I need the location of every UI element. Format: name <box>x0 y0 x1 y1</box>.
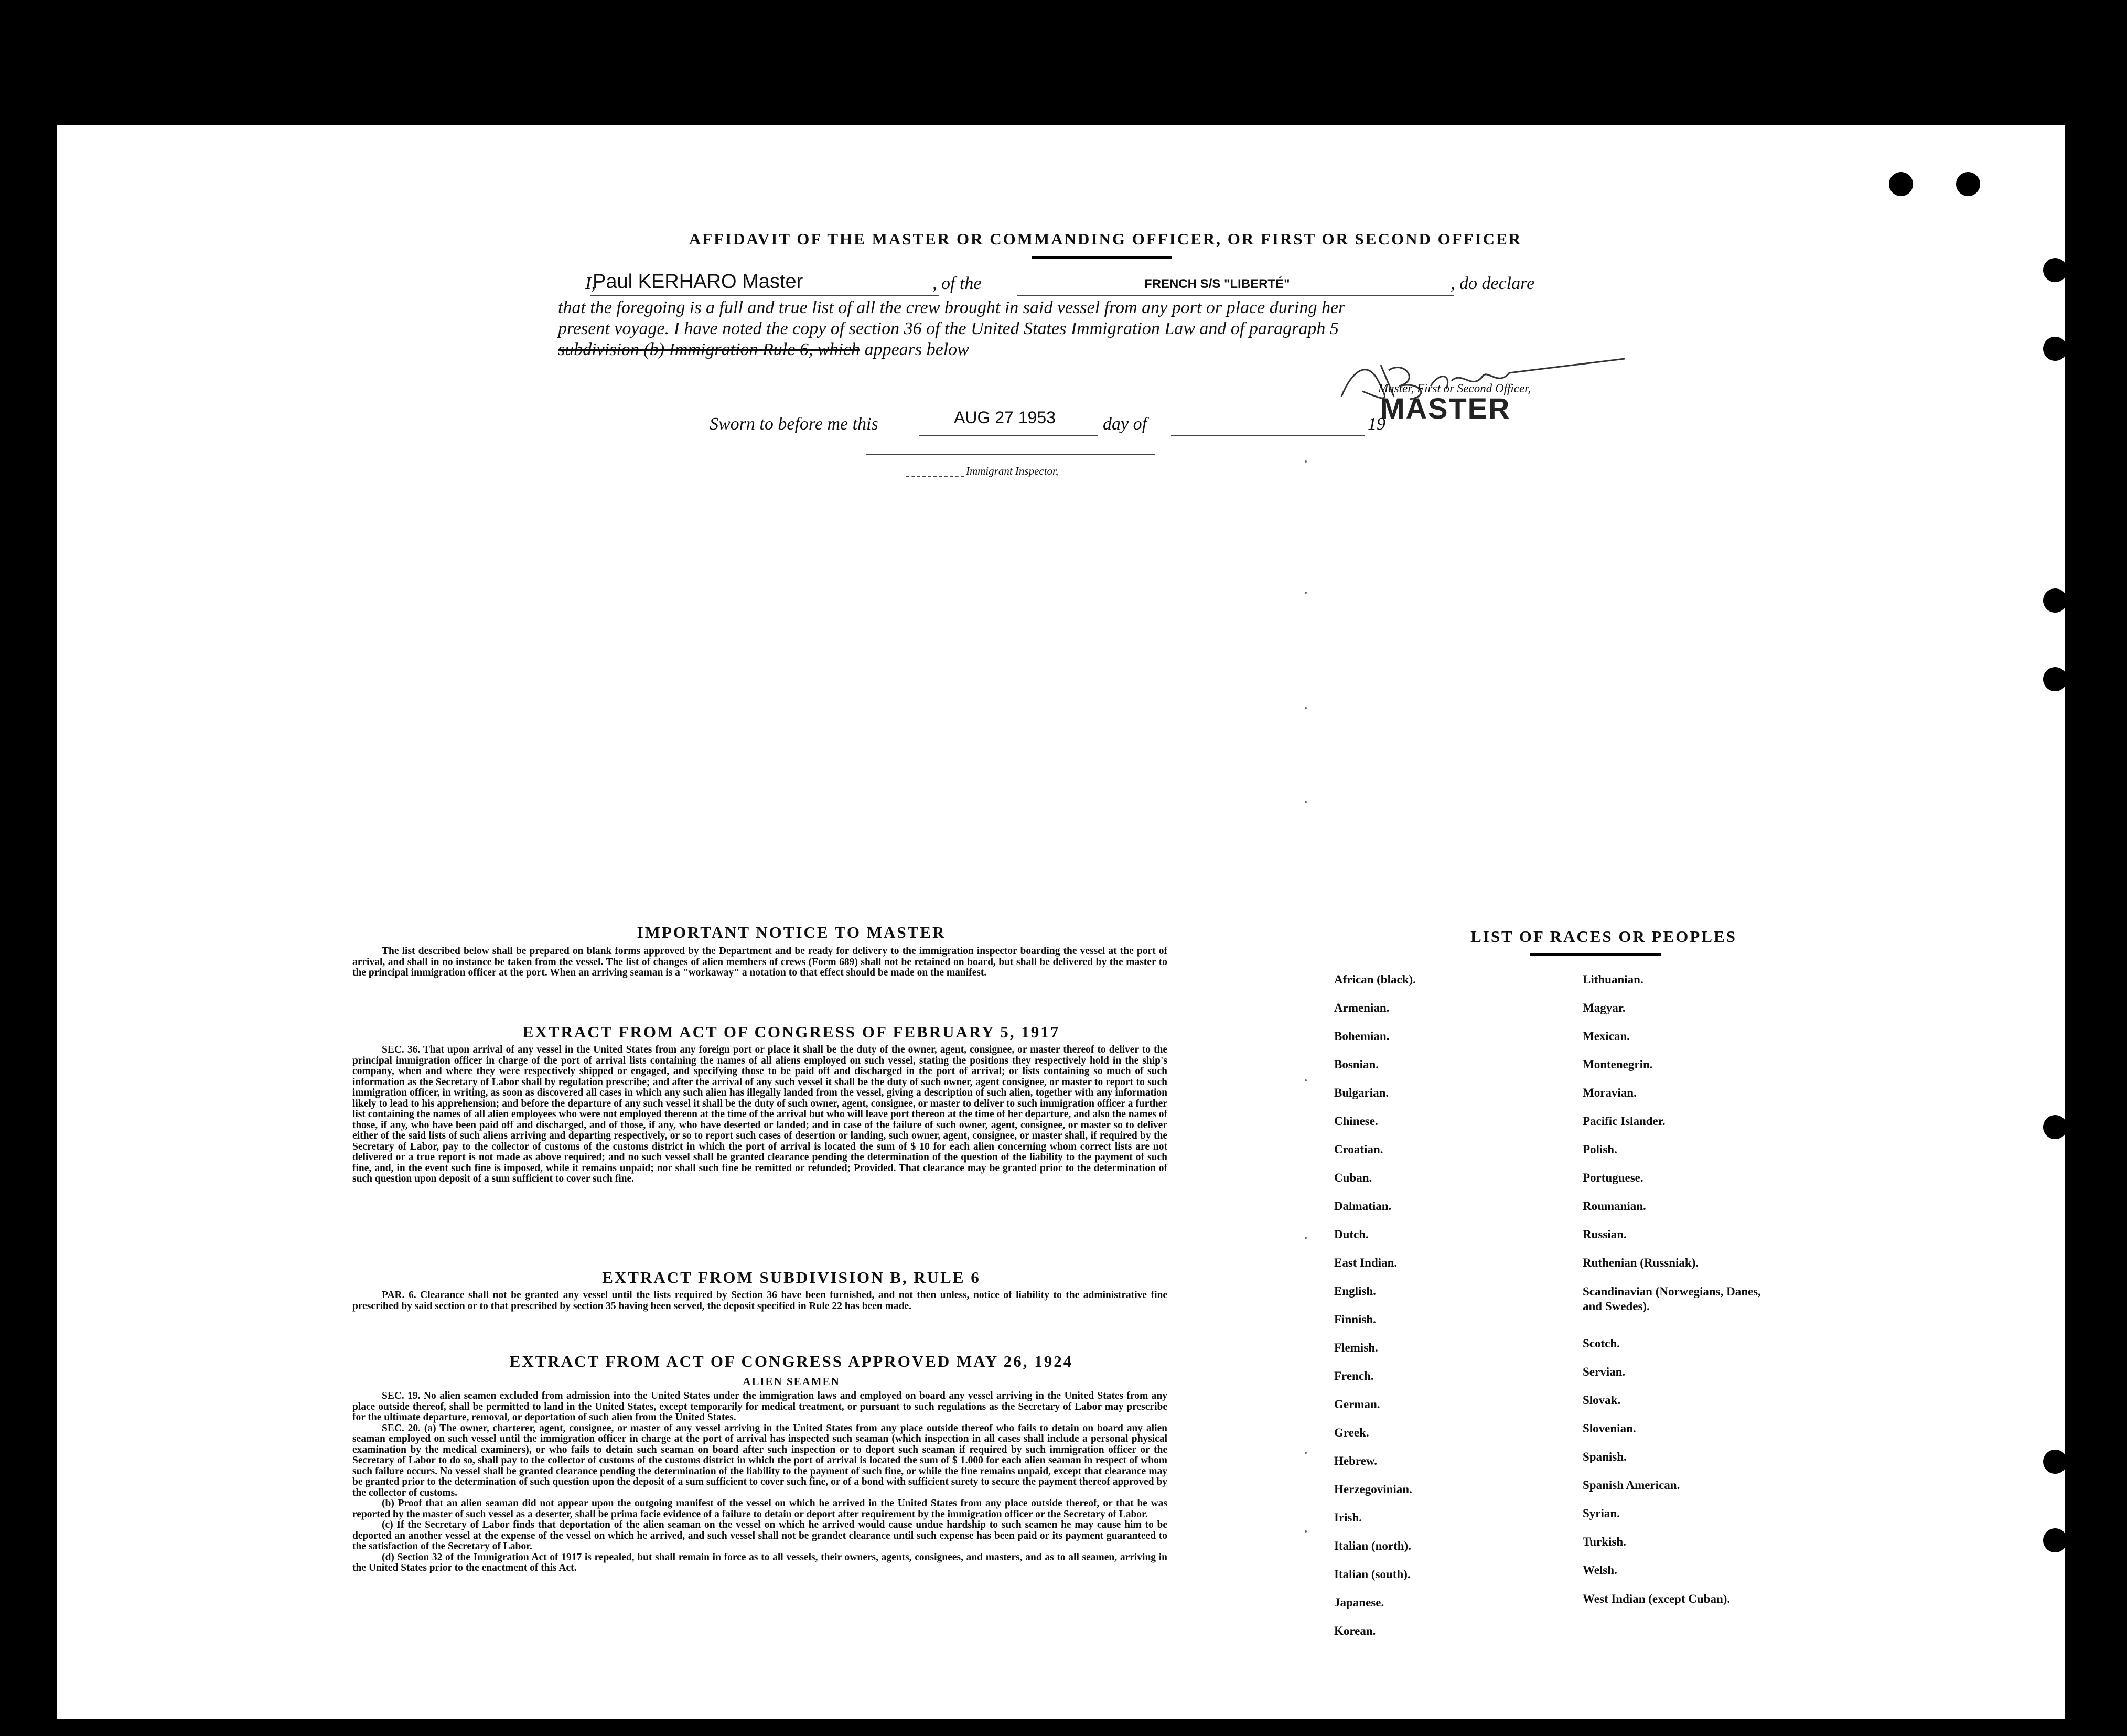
race-item: English. <box>1334 1284 1376 1298</box>
race-item: Moravian. <box>1583 1086 1637 1099</box>
race-item: Italian (north). <box>1334 1539 1411 1552</box>
sworn-date: AUG 27 1953 <box>954 408 1056 427</box>
punch-hole <box>2043 258 2067 282</box>
extract-1924-text: SEC. 19. No alien seamen excluded from admission into the United States under the immigration laws and employed on board any vessel arriving in the United States from any place outside thereof, shall be permitted to land in the United States, except temporarily for medical treatment, or pursuant to such regulations as the Secretary of Labor may prescribe for the ultimate departure, removal, or deportation of such alien from the United States. SEC. 20. (a) The owner, charterer, agent, consignee, or master of any vessel arriving in the United States from any place outside thereof who fails to detain on board any alien seaman employed on such vessel until the immigration officer in charge at the port of arrival has inspected such seaman (which inspection in all cases shall include a personal physical examination by the medical examiners), or who fails to detain such seaman on board after such inspection or to deport such seaman if required by such immigration officer or the Secretary of Labor to do so, shall pay to the collector of customs of the customs district in which the port of arrival is located the sum of $ 1.000 for each alien seaman in respect of whom such failure occurs. No vessel shall be granted clearance pending the determination of the liability to the payment of such fine, or while the fine remains unpaid, except that clearance may be granted prior to the determination of such question upon the deposit of a sum sufficient to cover such fine, or of a bond with sufficient surety to secure the payment thereof approved by the collector of customs. (b) Proof that an alien seaman did not appear upon the outgoing manifest of the vessel on which he arrived in the United States from any place outside thereof, or that he was reported by the master of such vessel as a deserter, shall be prima facie evidence of a failure to detain or deport after requirement by the immigration officer or the Secretary of Labor. (c) If the Secretary of Labor finds that deportation of the alien seaman on the vessel on which he arrived would cause undue hardship to such seamen he may cause him to be deported an another vessel at the expense of the vessel on which he arrived, and such vessel shall not be grandet clearance until such expense has been paid or its payment guaranteed to the satisfaction of the Secretary of Labor. (d) Section 32 of the Immigration Act of 1917 is repealed, but shall remain in force as to all vessels, their owners, agents, consignees, and masters, and as to all seamen, arriving in the United States prior to the enactment of this Act. <box>352 1390 1167 1573</box>
race-item: Welsh. <box>1583 1563 1617 1577</box>
race-item: West Indian (except Cuban). <box>1583 1592 1731 1605</box>
vessel-name: FRENCH S/S "LIBERTÉ" <box>1144 277 1290 291</box>
race-item: Lithuanian. <box>1583 973 1643 986</box>
race-item: Bulgarian. <box>1334 1086 1389 1099</box>
declaration-line-4 <box>558 340 969 360</box>
race-item: Greek. <box>1334 1426 1369 1439</box>
race-item: Bohemian. <box>1334 1030 1390 1043</box>
punch-hole <box>2043 1528 2067 1552</box>
punch-hole <box>2043 667 2067 691</box>
race-item: Japanese. <box>1334 1596 1384 1609</box>
punch-hole <box>2043 1450 2067 1474</box>
punch-hole <box>2043 588 2067 613</box>
declaration-line-2: that the foregoing is a full and true list of all the crew brought in said vessel from any port or place during her <box>558 298 1346 317</box>
sworn-label: Sworn to before me this <box>710 414 878 434</box>
race-item: Slovenian. <box>1583 1422 1636 1435</box>
appears-below: appears below <box>864 340 969 359</box>
races-title: LIST OF RACES OR PEOPLES <box>1470 927 1737 946</box>
year-prefix: 19 <box>1368 414 1385 434</box>
race-item: Croatian. <box>1334 1143 1383 1156</box>
declaration-line-1 <box>585 271 1613 297</box>
title-rule <box>1032 256 1172 259</box>
race-item: Dutch. <box>1334 1228 1369 1241</box>
race-item: Herzegovinian. <box>1334 1483 1412 1496</box>
race-item: Chinese. <box>1334 1115 1378 1128</box>
race-item: Dalmatian. <box>1334 1199 1392 1213</box>
sworn-line <box>710 408 1444 441</box>
race-item: Slovak. <box>1583 1394 1621 1407</box>
race-item: Scandinavian (Norwegians, Danes, and Swedes). <box>1583 1285 1761 1313</box>
race-item: East Indian. <box>1334 1256 1398 1269</box>
notice-title: IMPORTANT NOTICE TO MASTER <box>637 923 946 941</box>
of-the-label: , of the <box>932 274 982 293</box>
struck-text: subdivision (b) Immigration Rule 6, which <box>558 340 861 359</box>
race-item: Turkish. <box>1583 1535 1626 1548</box>
extract-rule6-text: PAR. 6. Clearance shall not be granted any vessel until the lists required by Section 36 have been furnished, and not then unless, notice of liability to the administrative fine prescribed by said section or to that prescribed by section 35 having been served, the deposit specified in Rule 22 has been made. <box>352 1290 1167 1312</box>
master-name: Paul KERHARO Master <box>593 271 803 293</box>
affidavit-title: AFFIDAVIT OF THE MASTER OR COMMANDING OFFICER, OR FIRST OR SECOND OFFICER <box>689 230 1522 248</box>
inspector-caption: Immigrant Inspector, <box>966 465 1059 477</box>
race-item: Roumanian. <box>1583 1199 1646 1213</box>
declaration-line-3: present voyage. I have noted the copy of section 36 of the United States Immigration Law and of paragraph 5 <box>558 319 1339 338</box>
extract-rule6-title: EXTRACT FROM SUBDIVISION B, RULE 6 <box>602 1268 981 1287</box>
race-item: Finnish. <box>1334 1313 1376 1326</box>
extract-1924-title: EXTRACT FROM ACT OF CONGRESS APPROVED MAY 26, 1924 <box>509 1352 1073 1370</box>
race-item: Mexican. <box>1583 1030 1630 1043</box>
race-item: Servian. <box>1583 1365 1626 1378</box>
race-item: Italian (south). <box>1334 1568 1411 1581</box>
race-item: Montenegrin. <box>1583 1058 1653 1071</box>
punch-hole <box>2043 337 2067 361</box>
race-item: African (black). <box>1334 973 1416 986</box>
race-item: Flemish. <box>1334 1341 1378 1354</box>
race-item: Bosnian. <box>1334 1058 1379 1071</box>
day-of-label: day of <box>1103 414 1147 434</box>
race-item: Magyar. <box>1583 1001 1626 1014</box>
punch-hole <box>1889 172 1913 196</box>
i-prefix: I, <box>585 274 596 293</box>
race-item: Irish. <box>1334 1511 1362 1524</box>
signature-caption: Master, First or Second Officer, <box>1378 382 1531 395</box>
race-item: Hebrew. <box>1334 1454 1377 1467</box>
race-item: Spanish. <box>1583 1450 1627 1463</box>
punch-hole <box>1956 172 1980 196</box>
race-item: German. <box>1334 1398 1380 1411</box>
race-item: Polish. <box>1583 1143 1617 1156</box>
extract-1917-text: SEC. 36. That upon arrival of any vessel in the United States from any foreign port or place it shall be the duty of the owner, agent, consignee, or master thereof to deliver to the principal immigration officer in charge of the port of arrival lists containing the names of all aliens employed on such vessel, stating the positions they respectively hold in the ship's company, when and where they were respectively shipped or engaged, and specifying those to be paid off and discharged in the port of arrival; or lists containing so much of such information as the Secretary of Labor shall by regulation prescribe; and after the arrival of any such vessel it shall be the duty of such owner, agent consignee, or master to report to such immigration officer, in writing, as soon as discovered all cases in which any such alien has illegally landed from the vessel, giving a description of such alien, together with any information likely to lead to his apprehension; and before the departure of any such vessel it shall be the duty of such owner, agent, consignee, or master to deliver to such immigration officer a further list containing the names of all alien employees who were not employed thereon at the time of the arrival but who will leave port thereon at the time of her departure, and also the names of those, if any, who have been paid off and discharged, and of those, if any, who have deserted or landed; and in case of the failure of such owner, agent, consignee, or master so to deliver either of the said lists of such aliens arriving and departing respectively, or so to report such cases of desertion or landing, such owner, agent, consignee, or master shall, if required by the Secretary of Labor, pay to the collector of customs of the customs district in which the port of arrival is located the sum of $ 10 for each alien concerning whom correct lists are not delivered or a true report is not made as above required; and no such vessel shall be granted clearance pending the determination of the question of the liability to the payment of such fine, and, in the event such fine is imposed, while it remains unpaid; nor shall such fine be remitted or refunded; Provided. That clearance may be granted prior to the determination of such question upon deposit of a sum sufficient to cover such fine. <box>352 1044 1167 1184</box>
race-item: Cuban. <box>1334 1171 1372 1184</box>
race-item: Ruthenian (Russniak). <box>1583 1256 1699 1269</box>
notice-intro: The list described below shall be prepared on blank forms approved by the Department and be ready for delivery to the immigration inspector boarding the vessel at the port of arrival, and shall in no instance be taken from the vessel. The list of changes of alien members of crews (Form 689) shall not be retained on board, but shall be delivered by the master to the principal immigration officer at the port. When an arriving seaman is a "workaway" a notation to that effect should be made on the manifest. <box>352 946 1167 978</box>
extract-1917-title: EXTRACT FROM ACT OF CONGRESS OF FEBRUARY 5, 1917 <box>522 1023 1060 1041</box>
punch-hole <box>2043 1115 2067 1139</box>
race-item: Russian. <box>1583 1228 1627 1241</box>
master-stamp: MASTER <box>1380 392 1511 425</box>
race-item: Korean. <box>1334 1624 1376 1637</box>
manifest-page <box>57 125 2065 1719</box>
race-item: Syrian. <box>1583 1507 1620 1520</box>
race-item: Armenian. <box>1334 1001 1390 1014</box>
do-declare-label: , do declare <box>1451 274 1535 293</box>
races-rule <box>1530 953 1661 956</box>
race-item: Scotch. <box>1583 1337 1620 1350</box>
race-item: Portuguese. <box>1583 1171 1643 1184</box>
extract-1924-subtitle: ALIEN SEAMEN <box>743 1375 840 1388</box>
race-item: Spanish American. <box>1583 1478 1680 1492</box>
race-item: French. <box>1334 1369 1374 1383</box>
race-item: Pacific Islander. <box>1583 1115 1666 1128</box>
